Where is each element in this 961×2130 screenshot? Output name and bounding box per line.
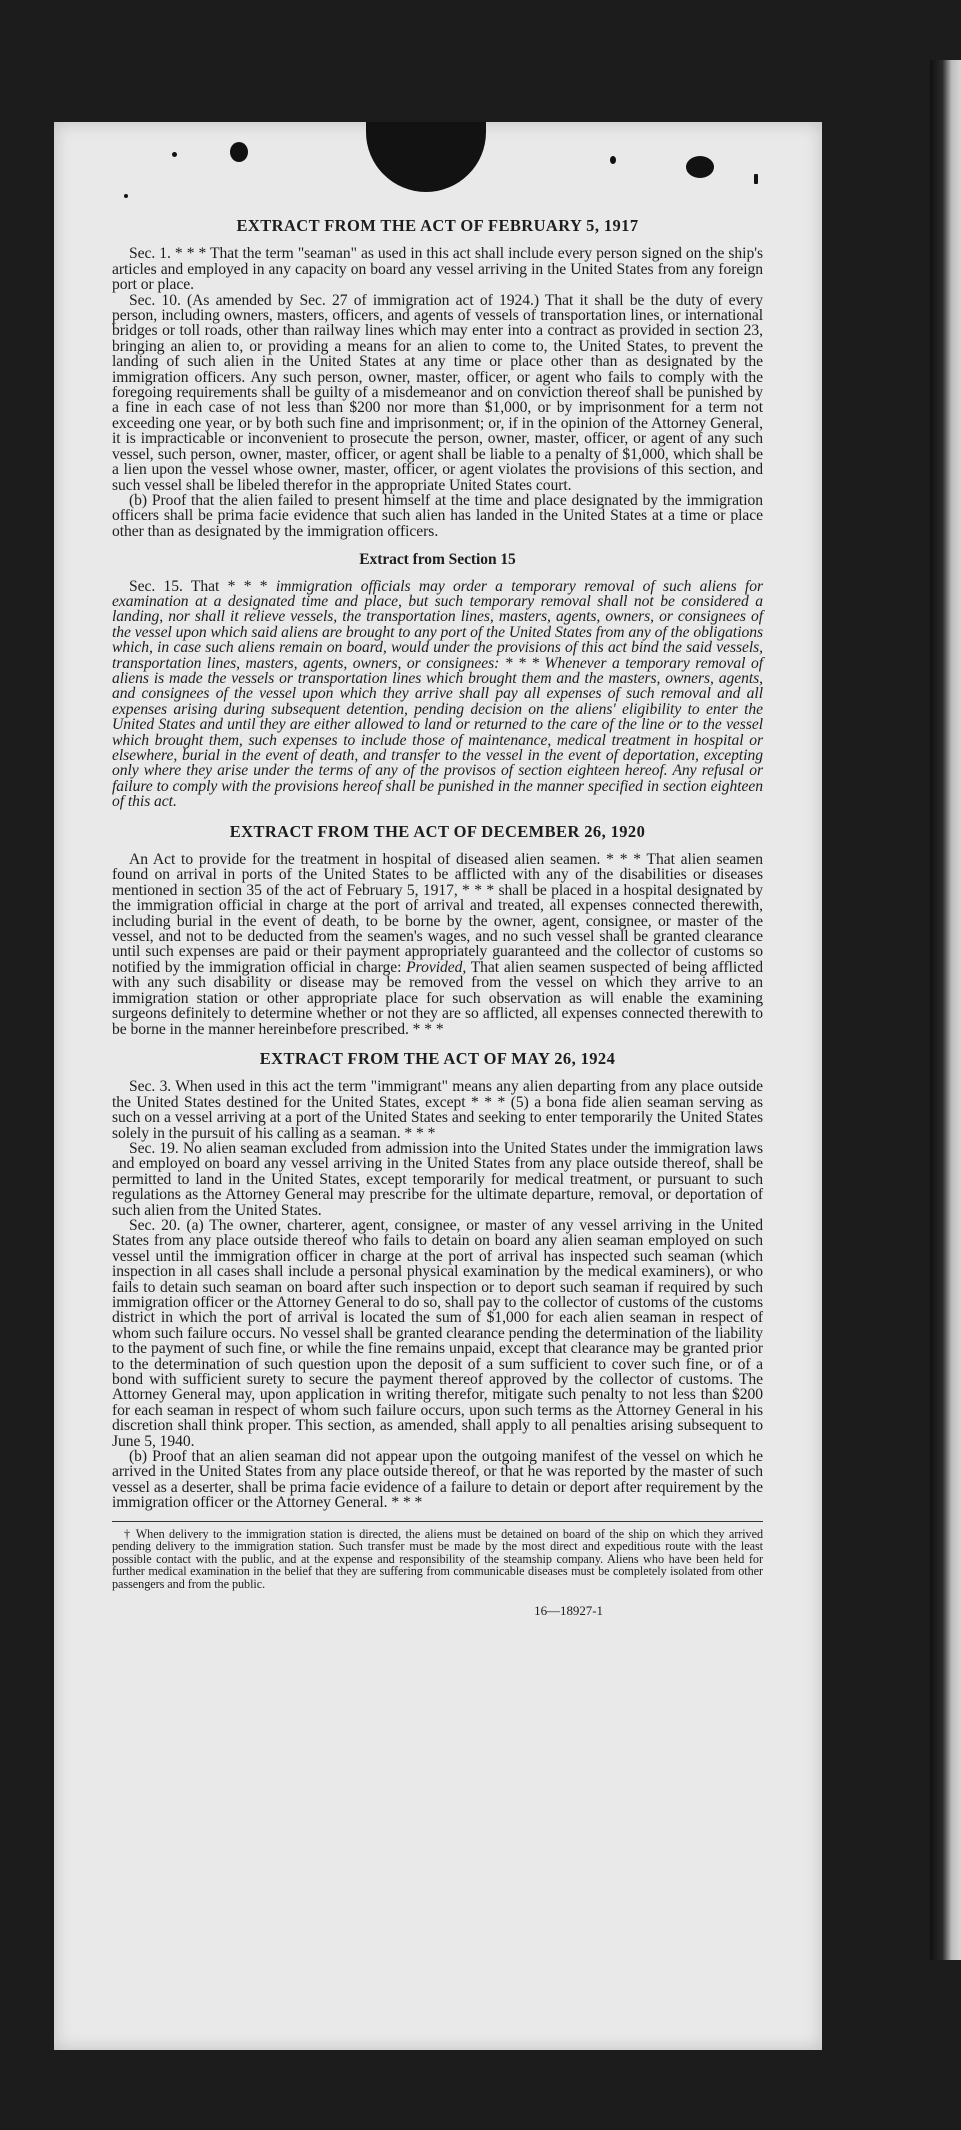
document-body (112, 218, 763, 1618)
act-1920-text: An Act to provide for the treatment in hospital of diseased alien seamen. * * * That alien seamen found on arrival in ports of the United States to be afflicted with any of the disabilities or diseases mentioned in section 35 of the act of February 5, 1917, * * * shall be placed in a hospital designated by the immigration official in charge at the port of arrival and treated, all expenses connected therewith, including burial in the event of death, to be borne by the owner, agent, consignee, or master of the vessel, and not to be deducted from the seamen's wages, and no such vessel shall be granted clearance until such expenses are paid or their payment appropriately guaranteed and the collector of customs so notified by the immigration official in charge: (112, 851, 763, 976)
paragraph-act-1920 (112, 852, 763, 1037)
paragraph-sec-3: Sec. 3. When used in this act the term "immigrant" means any alien departing from any place outside the United States destined for the United States, except * * * (5) a bona fide alien seaman serving as such on a vessel arriving at a port of the United States and seeking to enter temporarily the United States solely in the pursuit of his calling as a seaman. * * * (112, 1078, 763, 1142)
heading-act-1917: EXTRACT FROM THE ACT OF FEBRUARY 5, 1917 (236, 216, 639, 235)
footnote: † When delivery to the immigration station is directed, the aliens must be detained on board of the ship on which they arrived pending delivery to the immigration station. Such transfer must be made by the most direct and expeditious route with the least possible contact with the public, and at the expense and responsibility of the steamship company. Aliens who have been held for further medical examination in the belief that they are suffering from communicable diseases must be completely isolated from other passengers and from the public. (112, 1526, 763, 1592)
heading-act-1924: EXTRACT FROM THE ACT OF MAY 26, 1924 (259, 1048, 616, 1068)
act-1920-tail: That alien seamen suspected of being afflicted with any such disability or disease may be removed from the vessel on which they arrive to an immigration station or other appropriate place for such observation as will enable the examining surgeons definitely to determine whether or not they are so afflicted, all expenses connected therewith to be borne in the manner hereinbefore prescribed. * * * (112, 958, 763, 1038)
form-number: 16—18927-1 (534, 1602, 603, 1618)
sec-15-italic: immigration officials may order a temporary removal of such aliens for examination at a designated time and place, but such temporary removal shall not be considered a landing, nor shall it relieve vessels, the transportation lines, masters, agents, owners, or consignees of the vessel upon which said aliens are brought to any port of the United States from any of the obligations which, in case such aliens remain on board, would under the provisions of this act bind the said vessels, transportation lines, masters, agents, owners, or consignees: * * * Whenever a temporary removal of aliens is made the vessels or transportation lines which brought them and the masters, owners, agents, and consignees of the vessel upon which they arrive shall pay all expenses of such removal and all expenses arising during subsequent detention, pending decision on the aliens' eligibility to enter the United States and until they are either allowed to land or returned to the care of the line or to the vessel which brought them, such expenses to include those of maintenance, medical treatment in hospital or elsewhere, burial in the event of death, and transfer to the vessel in the event of deportation, excepting only where they arise under the terms of any of the provisos of section eighteen hereof. Any refusal or failure to comply with the provisions hereof shall be punished in the manner specified in section eighteen of this act. (112, 577, 763, 811)
paragraph-sec-19: Sec. 19. No alien seaman excluded from admission into the United States under the immigration laws and employed on board any vessel arriving in the United States from any place outside thereof, shall be permitted to land in the United States, except temporarily for medical treatment, or pursuant to such regulations as the Attorney General may prescribe for the ultimate departure, removal, or deportation of such alien from the United States. (112, 1139, 763, 1219)
damage-blot (610, 156, 616, 164)
heading-act-1920: EXTRACT FROM THE ACT OF DECEMBER 26, 1920 (229, 821, 646, 841)
paragraph-sec-1: Sec. 1. * * * That the term "seaman" as used in this act shall include every person signed on the ship's articles and employed in any capacity on board any vessel arriving in the United States from any foreign port or place. (112, 245, 763, 294)
damage-blot (124, 194, 128, 198)
paragraph-sec-20a: Sec. 20. (a) The owner, charterer, agent, consignee, or master of any vessel arriving in the United States from any place outside thereof who fails to detain on board any alien seaman employed on such vessel until the immigration officer in charge at the port of arrival has inspected such seaman (which inspection in all cases shall include a personal physical examination by the medical examiners), or who fails to detain such seaman on board after such inspection or to deport such seaman if required by such immigration officer or the Attorney General to do so, shall pay to the collector of customs of the customs district in which the port of arrival is located the sum of $1,000 for each alien seaman in respect of whom such failure occurs. No vessel shall be granted clearance pending the determination of the liability to the payment of such fine, or while the fine remains unpaid, except that clearance may be granted prior to the determination of such question upon the deposit of a sum sufficient to cover such fine, or of a bond with sufficient surety to secure the payment thereof approved by the collector of customs. The Attorney General may, upon application in writing therefor, mitigate such penalty to not less than $200 for each seaman in respect of whom such failure occurs, upon such terms as the Attorney General in his discretion shall think proper. This section, as amended, shall apply to all penalties arising subsequent to June 5, 1940. (112, 1216, 763, 1450)
damage-blot (754, 174, 758, 184)
act-1920-provided: Provided, (406, 958, 467, 976)
footnote-divider (112, 1521, 763, 1522)
paragraph-sec-10: Sec. 10. (As amended by Sec. 27 of immigration act of 1924.) That it shall be the duty of every person, including owners, masters, officers, and agents of vessels of transportation lines, or international bridges or toll roads, other than railway lines which may enter into a contract as provided in section 23, bringing an alien to, or providing a means for an alien to come to, the United States, to prevent the landing of such alien in the United States at any time or place other than as designated by the immigration officers. Any such person, owner, master, officer, or agent who fails to comply with the foregoing requirements shall be guilty of a misdemeanor and on conviction thereof shall be punished by a fine in each case of not less than $200 nor more than $1,000, or by imprisonment for a term not exceeding one year, or by both such fine and imprisonment; or, if in the opinion of the Attorney General, it is impracticable or inconvenient to prosecute the person, owner, master, officer, or agent of any such vessel, such person, owner, master, officer, or agent shall be liable to a penalty of $1,000, which shall be a lien upon the vessel whose owner, master, officer, or agent violates the provisions of this section, and such vessel shall be libeled therefor in the appropriate United States court. (112, 291, 763, 494)
document-page (54, 122, 822, 2050)
damage-blot (230, 142, 248, 162)
heading-section-15: Extract from Section 15 (359, 551, 516, 569)
paragraph-sec-10b: (b) Proof that the alien failed to present himself at the time and place designated by the immigration officers shall be prima facie evidence that such alien has landed in the United States at a time or place other than as designated by the immigration officers. (112, 491, 763, 540)
adjacent-page-edge (930, 60, 961, 1960)
damage-blot (172, 152, 177, 157)
damage-blot (686, 156, 714, 178)
paragraph-sec-15 (112, 579, 763, 810)
damage-blot (366, 122, 486, 192)
sec-15-lead: Sec. 15. That * * * (129, 577, 276, 595)
paragraph-sec-20b: (b) Proof that an alien seaman did not appear upon the outgoing manifest of the vessel on which he arrived in the United States from any place outside thereof, or that he was reported by the master of such vessel as a deserter, shall be prima facie evidence of a failure to detain or deport after requirement by the immigration officer or the Attorney General. * * * (112, 1448, 763, 1512)
